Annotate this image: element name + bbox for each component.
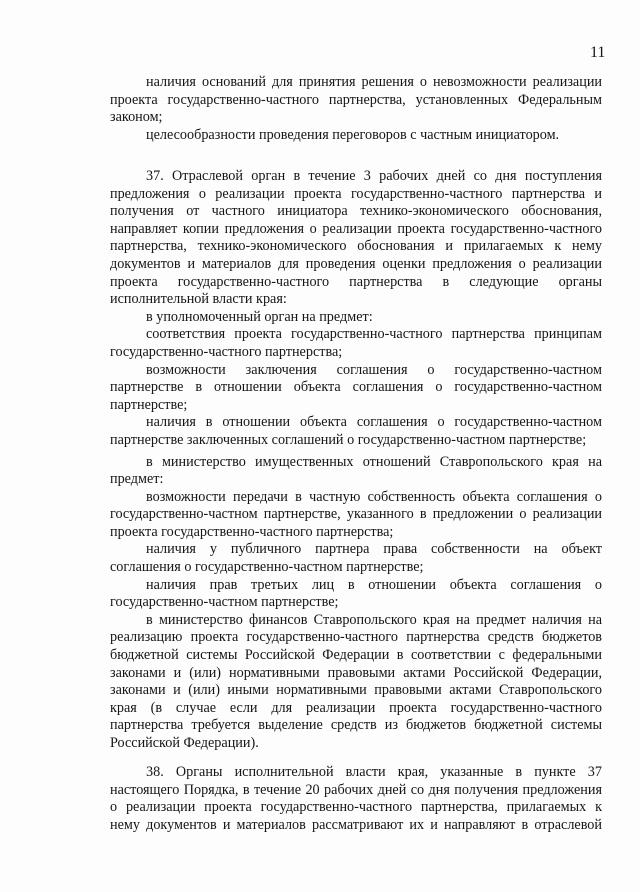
paragraph-property-ministry: в министерство имущественных отношений Ставропольского края на предмет:: [110, 453, 602, 488]
paragraph-third-party-rights: наличия прав третьих лиц в отношении объекта соглашения о государственно-частном партнерстве;: [110, 576, 602, 611]
paragraph-existing-agreements: наличия в отношении объекта соглашения о государственно-частном партнерстве заключенных соглашений о государственно-частном партнерстве;: [110, 414, 602, 448]
paragraph-agreement-possibility: возможности заключения соглашения о государственно-частном партнерстве в отношении объекта соглашения о государственно-частном партнерстве;: [110, 361, 602, 413]
paragraph-item-38: 38. Органы исполнительной власти края, указанные в пункте 37 настоящего Порядка, в течение 20 рабочих дней со дня получения предложения о реализации проекта государственно-частного партнерства, прилагаемых к нему документов и материалов рассматривают их и направляют в отраслевой: [110, 764, 602, 833]
paragraph-public-partner-ownership: наличия у публичного партнера права собственности на объект соглашения о государственно-частном партнерстве;: [110, 541, 602, 576]
block-item-38: [110, 764, 602, 834]
paragraph-item-37: 37. Отраслевой орган в течение 3 рабочих дней со дня поступления предложения о реализации проекта государственно-частного партнерства и получения от частного инициатора технико-экономического обоснования, направляет копии предложения о реализации проекта государственно-частного партнерства, технико-экономического обоснования и прилагаемых к нему документов и материалов для проведения оценки предложения о реализации проекта государственно-частного партнерства в следующие органы исполнительной власти края:: [110, 168, 602, 308]
paragraph-authorized-body: в уполномоченный орган на предмет:: [146, 308, 373, 325]
block-1: [110, 74, 602, 144]
paragraph-negotiations-expediency: целесообразности проведения переговоров с частным инициатором.: [146, 126, 560, 143]
paragraph-principles-compliance: соответствия проекта государственно-частного партнерства принципам государственно-частного партнерства;: [110, 326, 602, 360]
page-number: 11: [590, 44, 606, 61]
paragraph-private-ownership-transfer: возможности передачи в частную собственность объекта соглашения о государственно-частном партнерстве, указанного в предложении о реализации проекта государственно-частного партнерства;: [110, 488, 602, 540]
paragraph-reasons-for-impossibility: наличия оснований для принятия решения о невозможности реализации проекта государственно-частного партнерства, установленных Федеральным законом;: [110, 74, 602, 126]
block-item-37: [110, 168, 602, 753]
paragraph-finance-ministry: в министерство финансов Ставропольского края на предмет наличия на реализацию проекта государственно-частного партнерства средств бюджетов бюджетной системы Российской Федерации в соответствии с федеральными законами и (или) нормативными правовыми актами Российской Федерации, законами и (или) иными нормативными правовыми актами Ставропольского края (в случае если для реализации проекта государственно-частного партнерства требуется выделение средств из бюджетов бюджетной системы Российской Федерации).: [110, 611, 602, 751]
